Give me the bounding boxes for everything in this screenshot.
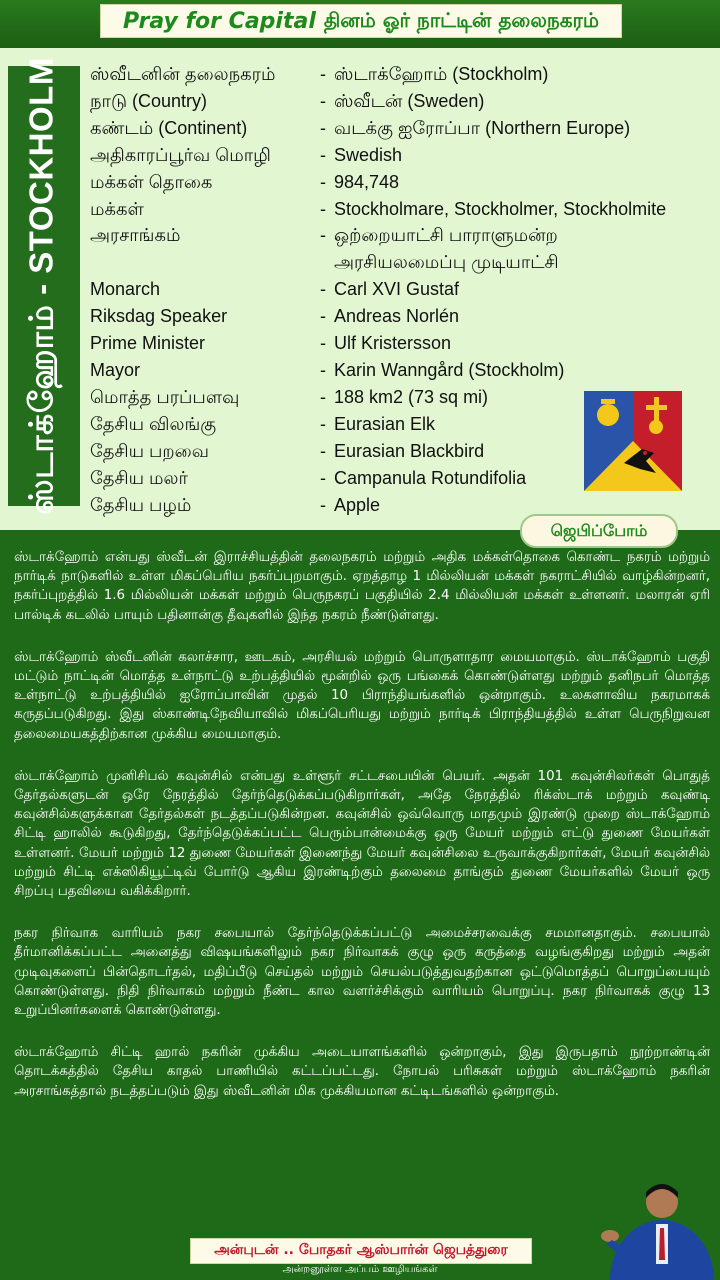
fact-dash: - <box>320 225 326 246</box>
pray-badge: ஜெபிப்போம் <box>520 514 678 548</box>
fact-dash: - <box>320 279 326 300</box>
fact-value: 984,748 <box>334 171 400 192</box>
fact-row <box>90 357 718 384</box>
title-banner <box>100 4 622 38</box>
fact-row <box>90 115 718 142</box>
fact-label: மொத்த பரப்பளவு <box>90 386 240 407</box>
fact-dash: - <box>320 90 326 111</box>
fact-value: Apple <box>334 494 381 515</box>
vertical-title-text: ஸ்டாக்ஹோம் - STOCKHOLM <box>22 57 60 515</box>
title-tamil: தினம் ஓர் நாட்டின் தலைநகரம் <box>323 7 599 32</box>
fact-label: நாடு (Country) <box>90 90 208 111</box>
fact-label: மக்கள் தொகை <box>90 171 213 192</box>
fact-dash: - <box>320 440 326 461</box>
vertical-city-title <box>8 57 80 515</box>
fact-label: Riksdag Speaker <box>90 306 228 327</box>
fact-value: Karin Wanngård (Stockholm) <box>334 359 565 380</box>
paragraph: ஸ்டாக்ஹோம் சிட்டி ஹால் நகரின் முக்கிய அடையாளங்களில் ஒன்றாகும், இது இருபதாம் நூற்றாண்டின் தொடக்கத்தில் தேசிய காதல் பாணியில் கட்டப்பட்டது. நோபல் பரிசுகள் மற்றும் ஸ்டாக்ஹோம் நகரின் அரசாங்கத்தால் நடத்தப்படும் இது ஸ்வீடனின் மிக முக்கியமான கட்டிடங்களில் ஒன்றாகும். <box>14 1045 710 1099</box>
signature-text: அன்புடன் .. போதகர் ஆஸ்பார்ன் ஜெபத்துரை <box>214 1242 508 1258</box>
paragraph: ஸ்டாக்ஹோம் என்பது ஸ்வீடன் இராச்சியத்தின் தலைநகரம் மற்றும் அதிக மக்கள்தொகை கொண்ட நகரம் மற்றும் நார்டிக் நாடுகளில் உள்ள மிகப்பெரிய நகர்ப்புறமாகும். ஏறத்தாழ 1 மில்லியன் மக்கள் நகராட்சியில் வாழ்கின்றனர், நகர்ப்புறத்தில் 1.6 மில்லியன் மக்கள் மற்றும் பெருநகரப் பகுதியில் 2.4 மில்லியன் மக்கள் உள்ளனர். மலாரன் ஏரி பால்டிக் கடலில் பாயும் பதினான்கு தீவுகளில் இந்த நகரம் நீண்டுள்ளது. <box>14 550 710 623</box>
fact-row <box>90 196 718 223</box>
fact-dash: - <box>320 171 326 192</box>
fact-value: Swedish <box>334 144 403 165</box>
fact-value: வடக்கு ஐரோப்பா (Northern Europe) <box>334 117 631 138</box>
fact-row <box>90 61 718 88</box>
fact-value: Stockholmare, Stockholmer, Stockholmite <box>334 198 667 219</box>
fact-row <box>90 303 718 330</box>
stockholm-coat-of-arms-flag <box>584 391 682 491</box>
fact-dash: - <box>320 386 326 407</box>
fact-value: அரசியலமைப்பு முடியாட்சி <box>334 252 559 273</box>
fact-label: தேசிய பறவை <box>90 440 209 461</box>
fact-dash: - <box>320 144 326 165</box>
header-bar <box>0 0 720 48</box>
article-body <box>14 548 710 1124</box>
fact-dash <box>320 249 334 276</box>
fact-dash: - <box>320 413 326 434</box>
fact-dash: - <box>320 333 326 354</box>
fact-dash: - <box>320 117 326 138</box>
fact-value: Andreas Norlén <box>334 306 460 327</box>
fact-row <box>90 142 718 169</box>
ministry-name: அன்றனூள்ள அப்பம் ஊழியங்கள் <box>282 1264 438 1275</box>
signature-banner <box>190 1238 532 1264</box>
fact-label: Monarch <box>90 279 161 300</box>
fact-label: தேசிய விலங்கு <box>90 413 217 434</box>
fact-value: ஸ்வீடன் (Sweden) <box>334 90 485 111</box>
fact-row <box>90 222 718 249</box>
fact-dash: - <box>320 306 326 327</box>
fact-label: தேசிய பழம் <box>90 494 192 515</box>
fact-value: Eurasian Blackbird <box>334 440 485 461</box>
fact-label: Prime Minister <box>90 333 206 354</box>
fact-value: Ulf Kristersson <box>334 333 452 354</box>
fact-value: 188 km2 (73 sq mi) <box>334 386 489 407</box>
fact-row <box>90 88 718 115</box>
pastor-photo <box>598 1168 718 1280</box>
fact-label: மக்கள் <box>90 198 144 219</box>
fact-dash: - <box>320 198 326 219</box>
fact-row <box>90 249 718 276</box>
fact-label <box>90 249 320 276</box>
fact-label: தேசிய மலர் <box>90 467 188 488</box>
fact-row <box>90 330 718 357</box>
paragraph: நகர நிர்வாக வாரியம் நகர சபையால் தேர்ந்தெடுக்கப்பட்டு அமைச்சரவைக்கு சமமானதாகும். சபையால் தீர்மானிக்கப்பட்ட அனைத்து விஷயங்களிலும் நகர நிர்வாகக் குழு ஒரு கருத்தை வழங்குகிறது மற்றும் அதன் முடிவுகளைப் பின்தொடர்தல், மதிப்பீடு செய்தல் மற்றும் செயல்படுத்துவதற்கான ஒட்டுமொத்தப் பொறுப்பையும் கொண்டுள்ளது. நிதி நிர்வாகம் மற்றும் நீண்ட கால வளர்ச்சிக்கும் வாரியம் பொறுப்பு. நகர நிர்வாகக் குழு 13 உறுப்பினர்களைக் கொண்டுள்ளது. <box>14 926 710 1019</box>
fact-row <box>90 169 718 196</box>
fact-value: Eurasian Elk <box>334 413 436 434</box>
fact-value: ஒற்றையாட்சி பாராளுமன்ற <box>334 225 558 246</box>
paragraph: ஸ்டாக்ஹோம் முனிசிபல் கவுன்சில் என்பது உள்ளூர் சட்டசபையின் பெயர். அதன் 101 கவுன்சிலர்கள் பொதுத் தேர்தல்களுடன் ஒரே நேரத்தில் தேர்ந்தெடுக்கப்படுகிறார்கள், அதே நேரத்தில் ரிக்ஸ்டாக் மற்றும் கவுண்டி கவுன்சில்களுக்கான தேர்தல்கள் நடத்தப்படுகின்றன. கவுன்சில் ஒவ்வொரு மாதமும் இரண்டு முறை ஸ்டாக்ஹோம் சிட்டி ஹாலில் கூடுகிறது, தேர்ந்தெடுக்கப்பட்ட பெரும்பான்மைக்கு ஒரு மேயர் மற்றும் எட்டு துணை மேயர்கள் உள்ளனர். மேயர் மற்றும் 12 துணை மேயர்கள் இணைந்து மேயர் கவுன்சிலை உருவாக்குகிறார்கள், மேயர் கவுன்சில் மற்றும் சிட்டி எக்ஸிகியூட்டிவ் போர்டு ஆகிய இரண்டிற்கும் தலைமை தாங்கும் துணை மேயர்களில் மேயர் ஒரு சிறப்பு பதவியை வகிக்கிறார். <box>14 768 710 900</box>
title-english: Pray for Capital <box>123 8 316 34</box>
fact-label: கண்டம் (Continent) <box>90 117 248 138</box>
fact-value: Campanula Rotundifolia <box>334 467 527 488</box>
fact-label: Mayor <box>90 359 141 380</box>
fact-value: ஸ்டாக்ஹோம் (Stockholm) <box>334 64 549 84</box>
fact-label: அதிகாரப்பூர்வ மொழி <box>90 144 271 165</box>
fact-dash: - <box>320 467 326 488</box>
fact-dash: - <box>320 64 326 84</box>
fact-value: Carl XVI Gustaf <box>334 279 460 300</box>
fact-row <box>90 276 718 303</box>
fact-label: ஸ்வீடனின் தலைநகரம் <box>90 64 276 84</box>
fact-dash: - <box>320 359 326 380</box>
paragraph: ஸ்டாக்ஹோம் ஸ்வீடனின் கலாச்சார, ஊடகம், அரசியல் மற்றும் பொருளாதார மையமாகும். ஸ்டாக்ஹோம் பகுதி மட்டும் நாட்டின் மொத்த உள்நாட்டு உற்பத்தியில் மூன்றில் ஒரு பங்கைக் கொண்டுள்ளது மற்றும் தனிநபர் மொத்த உள்நாட்டு உற்பத்தியில் ஐரோப்பாவின் முதல் 10 பிராந்தியங்களில் ஒன்றாகும். உலகளாவிய நகரமாகக் கருதப்படுகிறது. இது ஸ்காண்டிநேவியாவில் மிகப்பெரியது மற்றும் நார்டிக் பிராந்தியத்தில் உள்ள பெருநிறுவன தலைமையகத்திற்கான முக்கிய மையமாகும். <box>14 649 710 742</box>
fact-dash: - <box>320 494 326 515</box>
fact-label: அரசாங்கம் <box>90 225 181 246</box>
